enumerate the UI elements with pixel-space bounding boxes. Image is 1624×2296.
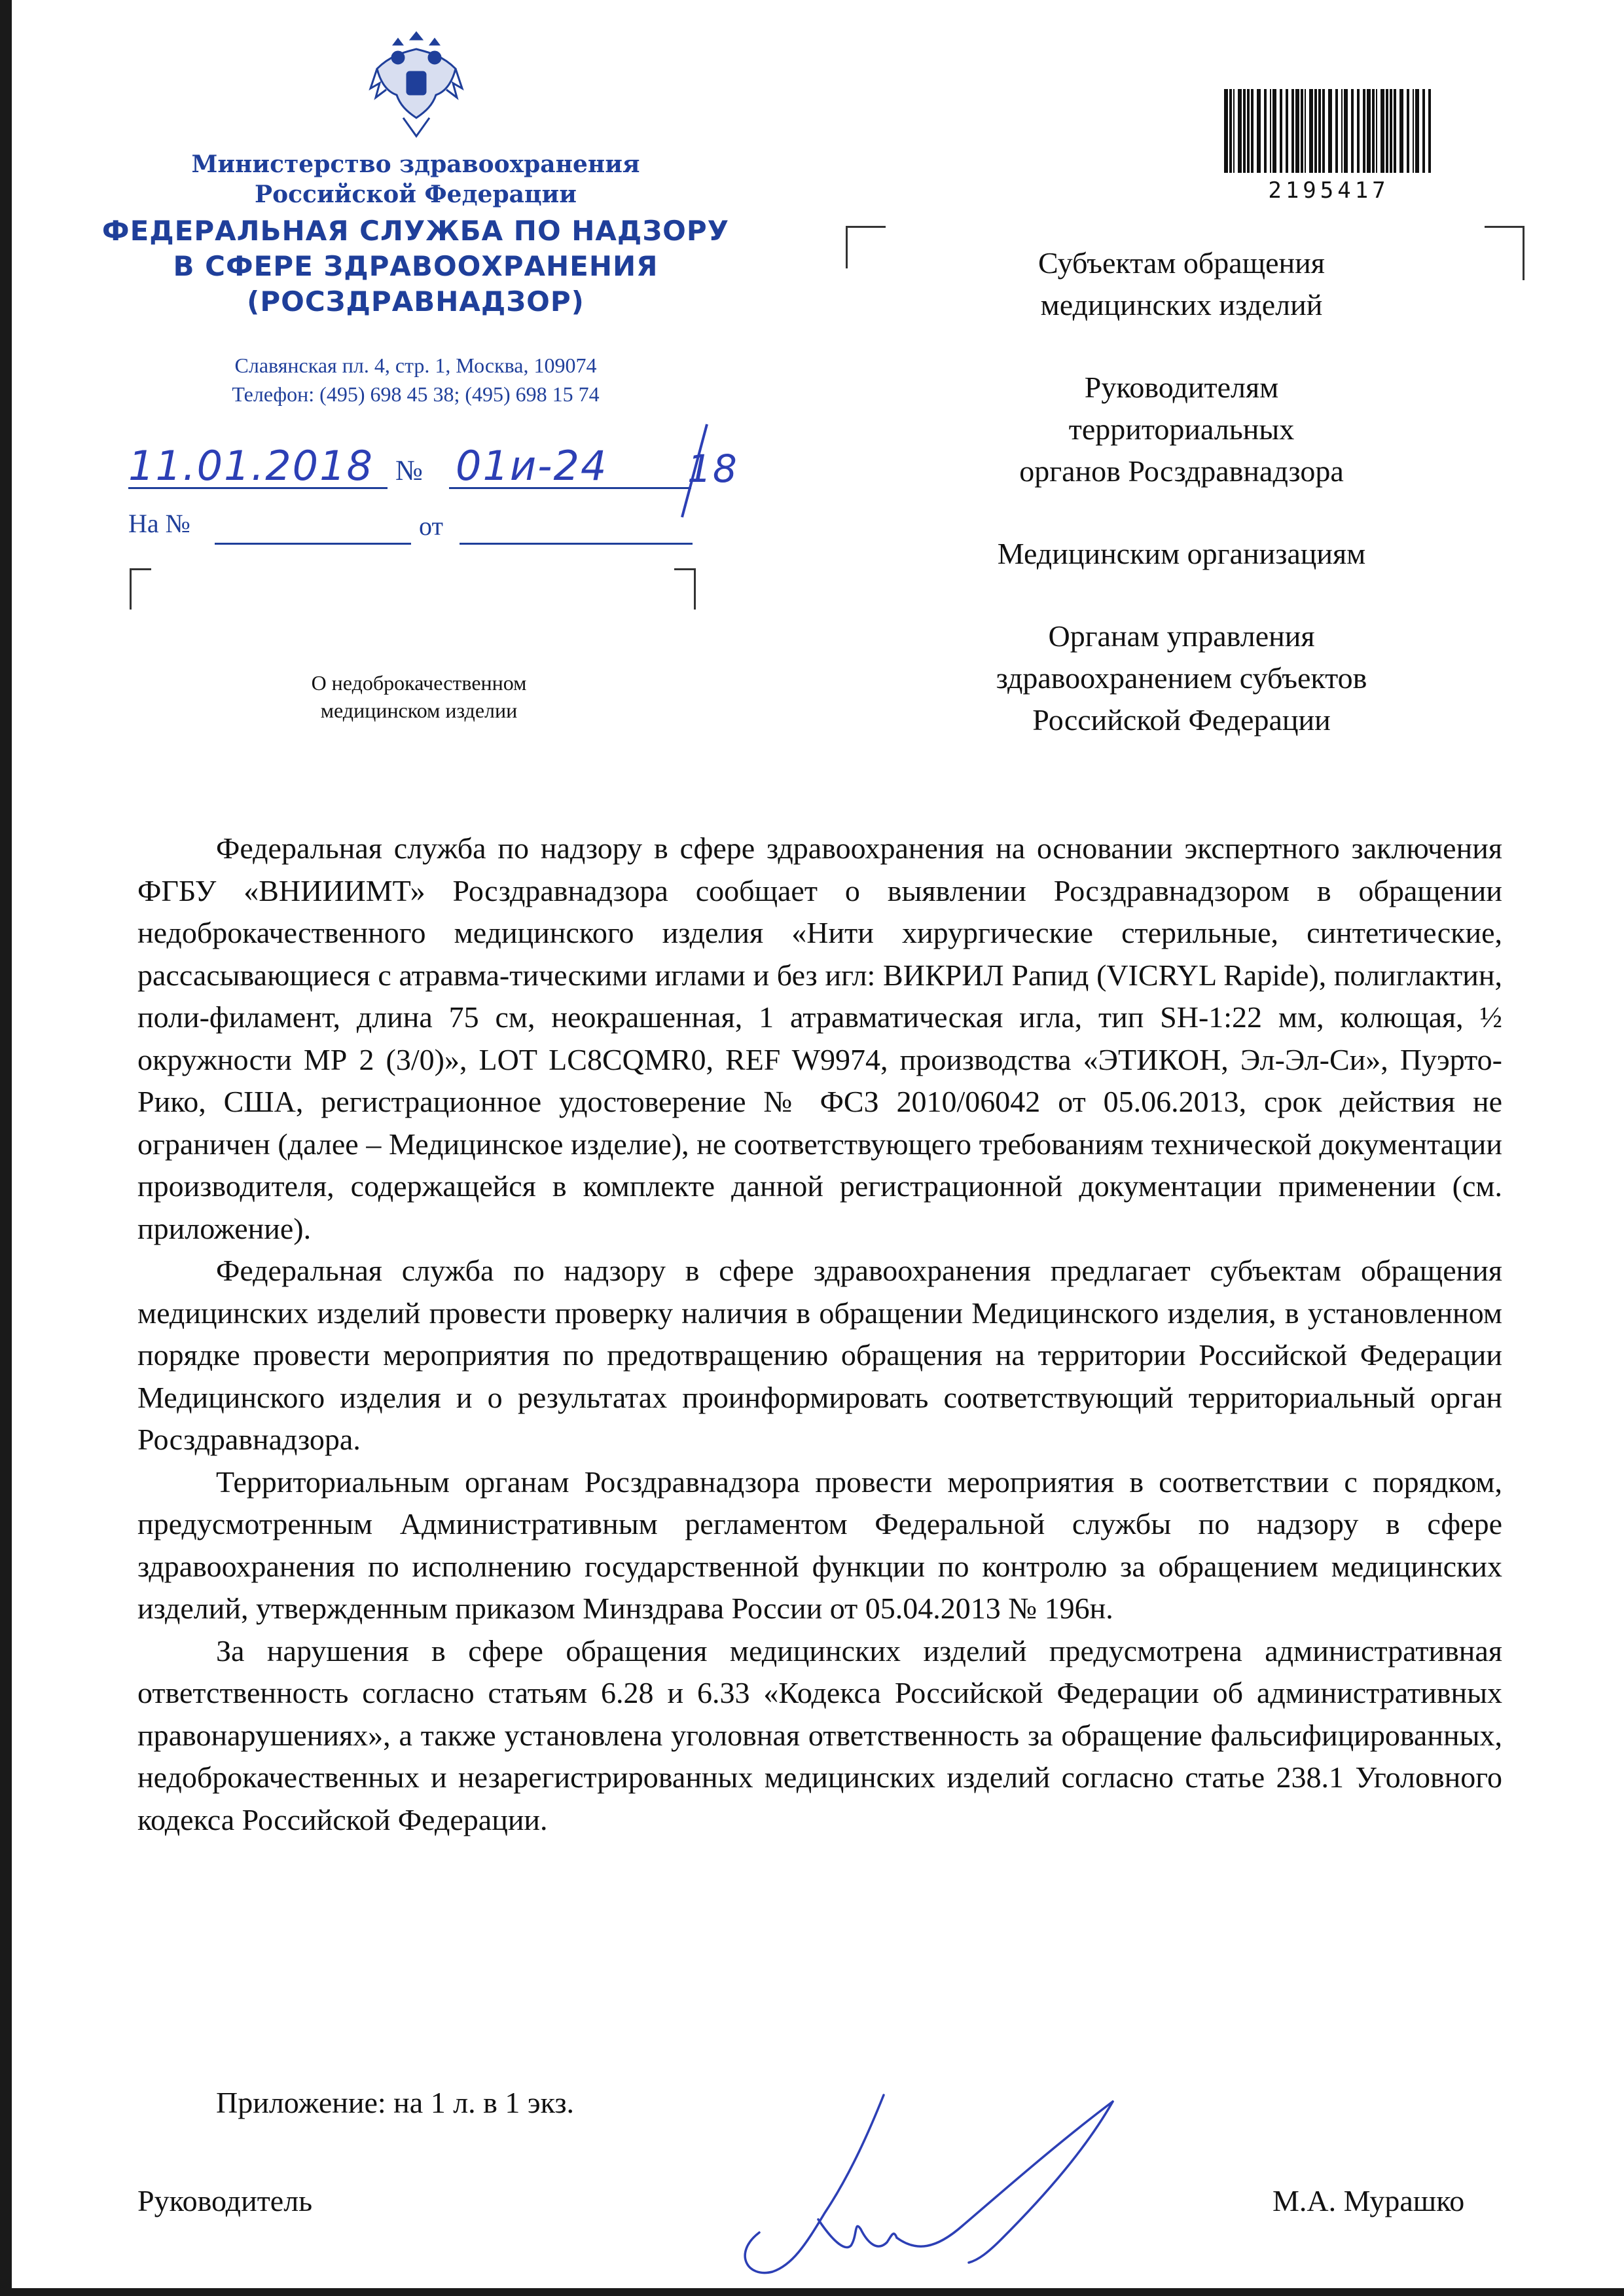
reply-number-label: На № (128, 509, 190, 538)
barcode-bar (1224, 89, 1228, 173)
barcode-bar (1328, 89, 1332, 173)
addressee-line: Органам управления (1048, 619, 1315, 653)
addressee-line: Медицинским организациям (997, 537, 1366, 570)
barcode-bar (1233, 89, 1235, 173)
scan-edge-left (0, 0, 12, 2296)
signatory-name: М.А. Мурашко (1272, 2184, 1465, 2217)
subject-text (216, 669, 622, 724)
registration-number-underline (449, 487, 691, 489)
signatory-role: Руководитель (137, 2184, 313, 2217)
barcode-bar (1344, 89, 1348, 173)
barcode-bar (1229, 89, 1232, 173)
barcode-bar (1247, 89, 1250, 173)
addressee-line: здравоохранением субъектов (996, 661, 1367, 695)
addressee-line: Руководителям (1084, 371, 1279, 404)
barcode-bar (1351, 89, 1354, 173)
barcode-bar (1251, 89, 1254, 173)
addressee-line: Субъектам обращения (1038, 246, 1325, 280)
registration-date-underline (128, 487, 388, 489)
subject-bracket-left (130, 568, 151, 610)
document-barcode (1218, 85, 1440, 210)
barcode-bar (1314, 89, 1317, 173)
barcode-bar (1415, 89, 1419, 173)
body-paragraph-3: Территориальным органам Росздравнадзора провести мероприятия в соответствии с порядком, предусмотренным Административным регламентом Федеральной службы по надзору в сфере здравоохранения по исполнению государственной функции по контролю за обращением медицинских изделий, утвержденным приказом Минздрава России от 05.04.2013 № 196н. (137, 1465, 1502, 1625)
addressee-group (887, 615, 1476, 741)
addressee-bracket-left (846, 226, 886, 268)
barcode-bar (1238, 89, 1242, 173)
addressee-line: территориальных (1068, 412, 1295, 446)
barcode-bar (1286, 89, 1288, 173)
reply-from-label: от (419, 511, 443, 541)
reply-number-line (215, 543, 411, 545)
barcode-bar (1309, 89, 1313, 173)
handwritten-signature (720, 2088, 1139, 2278)
barcode-bar (1341, 89, 1343, 173)
service-line-3: (РОСЗДРАВНАДЗОР) (247, 285, 585, 318)
barcode-bar (1301, 89, 1303, 173)
subject-bracket-right (674, 568, 696, 610)
barcode-bar (1372, 89, 1375, 173)
barcode-bar (1386, 89, 1388, 173)
barcode-bars (1218, 85, 1440, 177)
barcode-bar (1399, 89, 1403, 173)
double-headed-eagle-emblem-icon (364, 20, 469, 144)
service-line-2: В СФЕРЕ ЗДРАВООХРАНЕНИЯ (173, 250, 659, 282)
addressee-group (887, 533, 1476, 575)
barcode-bar (1413, 89, 1414, 173)
attachment-note: Приложение: на 1 л. в 1 экз. (216, 2086, 575, 2119)
body-paragraph-4: За нарушения в сфере обращения медицинских изделий предусмотрена административная ответственность согласно статьям 6.28 и 6.33 «Кодекса Российской Федерации об административных правонарушениях», а также установлена уголовная ответственность за обращение фальсифицированных, недоброкачественных и незарегистрированных медицинских изделий согласно статье 238.1 Уголовного кодекса Российской Федерации. (137, 1633, 1502, 1836)
addressee-group (887, 242, 1476, 326)
subject-line-2: медицинском изделии (320, 699, 518, 722)
barcode-bar (1390, 89, 1392, 173)
barcode-bar (1318, 89, 1321, 173)
registration-number: 01и-24 (456, 442, 608, 490)
barcode-bar (1394, 89, 1396, 173)
addressee-group (887, 367, 1476, 492)
addressee-line: медицинских изделий (1040, 288, 1323, 321)
service-name (98, 213, 733, 319)
barcode-bar (1335, 89, 1338, 173)
barcode-bar (1363, 89, 1365, 173)
service-line-1: ФЕДЕРАЛЬНАЯ СЛУЖБА ПО НАДЗОРУ (101, 215, 730, 247)
barcode-bar (1270, 89, 1271, 173)
body-paragraph-2: Федеральная служба по надзору в сфере здравоохранения предлагает субъектам обращения медицинских изделий провести проверку наличия в обращении Медицинского изделия, в установленном порядке провести мероприятия по предотвращению обращения на территории Российской Федерации Медицинского изделия и о результатах проинформировать соответствующий территориальный орган Росздравнадзора. (137, 1254, 1502, 1456)
scan-edge-bottom (0, 2288, 1624, 2296)
barcode-bar (1380, 89, 1384, 173)
barcode-bar (1295, 89, 1299, 173)
ministry-name (131, 149, 700, 210)
registration-date: 11.01.2018 (128, 442, 374, 490)
addressee-bracket-right (1485, 226, 1525, 280)
barcode-bar (1280, 89, 1282, 173)
service-address (131, 351, 700, 409)
registration-number-sign: № (395, 454, 423, 486)
address-line-1: Славянская пл. 4, стр. 1, Москва, 109074 (234, 354, 597, 377)
barcode-bar (1243, 89, 1246, 173)
barcode-bar (1422, 89, 1425, 173)
addressee-block (887, 242, 1476, 782)
reply-from-line (460, 543, 693, 545)
ministry-line-2: Российской Федерации (255, 181, 577, 208)
barcode-bar (1357, 89, 1360, 173)
barcode-bar (1367, 89, 1371, 173)
barcode-bar (1322, 89, 1325, 173)
barcode-bar (1272, 89, 1276, 173)
barcode-bar (1376, 89, 1377, 173)
barcode-bar (1264, 89, 1267, 173)
barcode-number: 2195417 (1268, 177, 1390, 204)
registration-number-suffix: 18 (687, 446, 738, 491)
barcode-bar (1428, 89, 1431, 173)
barcode-bar (1291, 89, 1294, 173)
addressee-line: органов Росздравнадзора (1019, 454, 1344, 488)
addressee-line: Российской Федерации (1032, 703, 1331, 737)
barcode-bar (1305, 89, 1306, 173)
body-paragraph-1: Федеральная служба по надзору в сфере здравоохранения на основании экспертного заключения ФГБУ «ВНИИИМТ» Росздравнадзора сообщает о выявлении Росздравнадзором в обращении недоброкачественного медицинского изделия «Нити хирургические стерильные, синтетические, рассасывающиеся с атравма-тическими иглами и без игл: ВИКРИЛ Рапид (VICRYL Rapide), полиглактин, поли-филамент, длина 75 см, неокрашенная, 1 атравматическая игла, тип SH-1:22 мм, колющая, ½ окружности МР 2 (3/0)», LOT LC8CQMR0, REF W9974, производства «ЭТИКОН, Эл-Эл-Си», Пуэрто-Рико, США, регистрационное удостоверение № ФСЗ 2010/06042 от 05.06.2013, срок действия не ограничен (далее – Медицинское изделие), не соответствующего требованиям технической документации производителя, содержащейся в комплекте данной регистрационной документации применении (см. приложение). (137, 831, 1502, 1245)
address-line-2: Телефон: (495) 698 45 38; (495) 698 15 74 (232, 382, 600, 406)
subject-line-1: О недоброкачественном (311, 671, 527, 695)
barcode-bar (1257, 89, 1261, 173)
letter-body (137, 828, 1502, 1841)
barcode-bar (1407, 89, 1409, 173)
ministry-line-1: Министерство здравоохранения (191, 151, 640, 178)
